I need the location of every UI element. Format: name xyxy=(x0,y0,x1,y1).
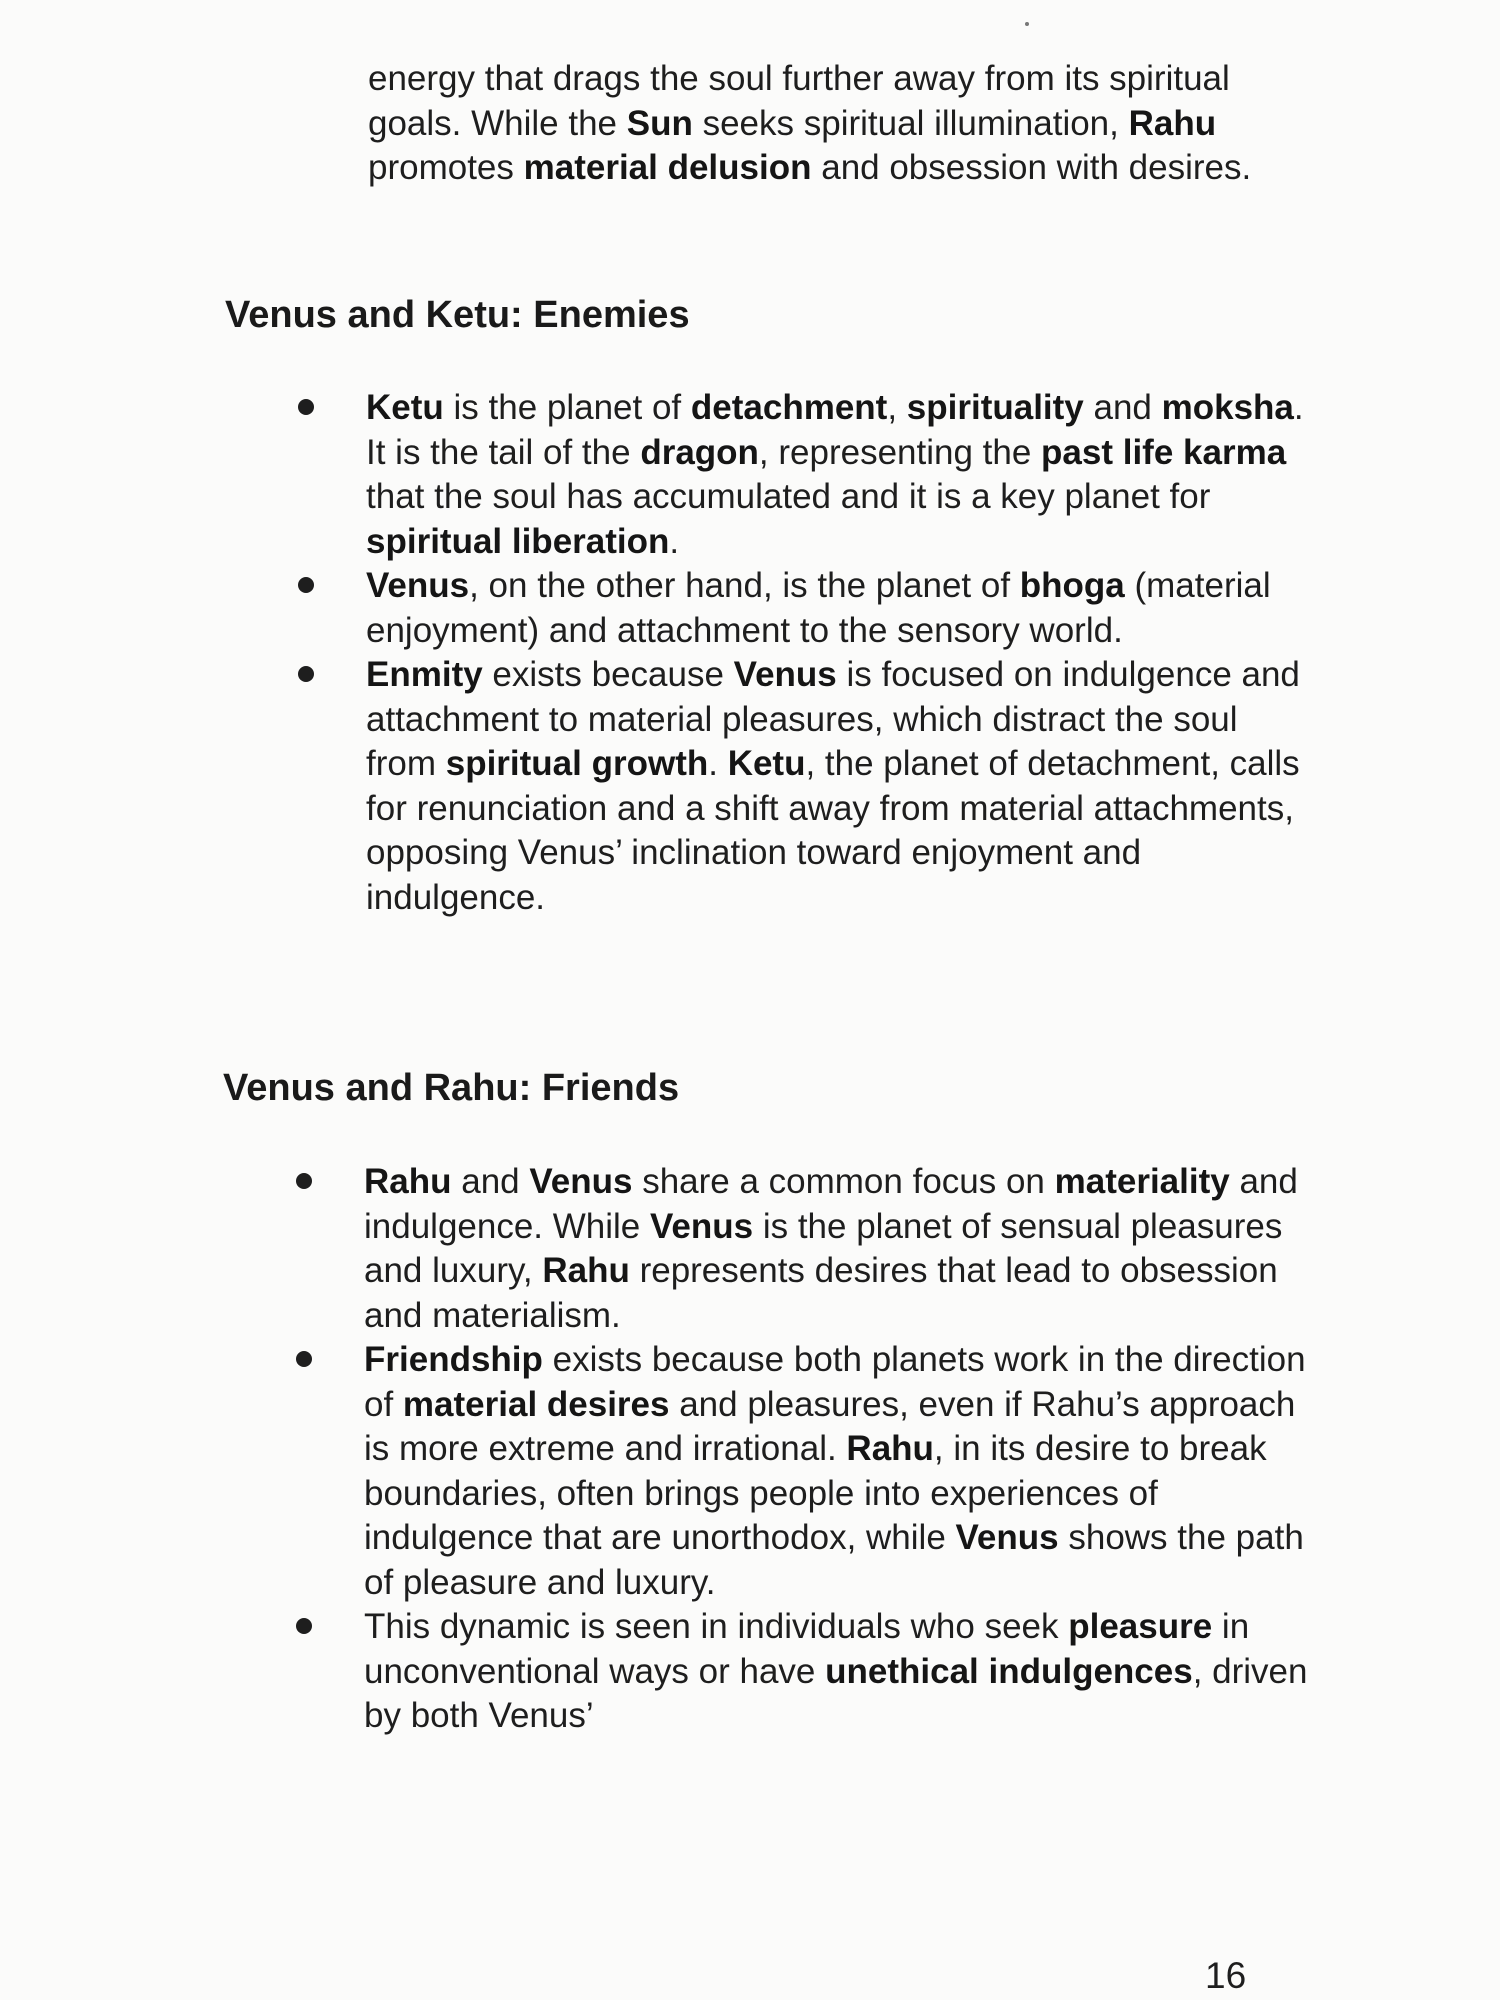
bold-term: spiritual liberation xyxy=(366,521,670,561)
list-item xyxy=(366,653,1316,920)
text-run: is focused on indulgence and attachment to material pleasures, which distract the soul from xyxy=(366,655,1300,783)
bold-term: Friendship xyxy=(364,1340,543,1379)
list-item xyxy=(364,1338,1314,1605)
bold-term: Ketu xyxy=(366,388,444,427)
text-run: . xyxy=(669,521,680,561)
bold-term: pleasure xyxy=(1068,1607,1213,1646)
bullet-list-venus-rahu xyxy=(364,1160,1314,1739)
text-run: , the planet of detachment, calls for renunciation and a shift away from material attachments, opposing Venus’ inclination toward enjoyment and indulgence. xyxy=(366,744,1300,917)
list-item xyxy=(364,1605,1314,1739)
bold-term: Rahu xyxy=(1128,103,1217,143)
bold-term: unethical indulgences xyxy=(825,1651,1193,1691)
text-run: . xyxy=(708,744,728,783)
text-run: (material enjoyment) and attachment to the sensory world. xyxy=(366,566,1271,650)
text-run: seeks spiritual illumination, xyxy=(692,103,1129,143)
text-run: , representing the xyxy=(758,432,1042,472)
text-run: and xyxy=(1083,388,1162,427)
list-item xyxy=(364,1160,1314,1338)
intro-paragraph xyxy=(368,57,1318,191)
scan-speck xyxy=(1025,22,1029,26)
bold-term: Ketu xyxy=(727,744,806,783)
text-run: energy that drags the soul further away from its spiritual goals. While the xyxy=(368,59,1230,143)
text-run: in unconventional ways or have xyxy=(364,1607,1250,1691)
bold-term: Venus xyxy=(529,1162,633,1201)
bold-term: spiritual growth xyxy=(445,744,709,783)
text-run: and pleasures, even if Rahu’s approach is more extreme and irrational. xyxy=(364,1384,1296,1468)
bold-term: Venus xyxy=(955,1518,1059,1557)
bullet-icon xyxy=(298,666,314,682)
text-run: shows the path of pleasure and luxury. xyxy=(364,1518,1304,1602)
list-item xyxy=(366,564,1316,653)
bold-term: material desires xyxy=(402,1384,670,1424)
bold-term: material delusion xyxy=(523,148,812,187)
text-run: This dynamic is seen in individuals who seek xyxy=(364,1607,1069,1646)
text-run: is the planet of sensual pleasures and luxury, xyxy=(364,1206,1283,1290)
bullet-icon xyxy=(296,1173,312,1189)
text-run: is the planet of xyxy=(443,388,691,427)
section-heading-venus-ketu: Venus and Ketu: Enemies xyxy=(225,294,690,336)
bullet-icon xyxy=(298,399,314,415)
text-run: that the soul has accumulated and it is a key planet for xyxy=(366,477,1211,516)
bold-term: spirituality xyxy=(906,388,1084,427)
bold-term: Sun xyxy=(626,103,693,143)
bullet-icon xyxy=(296,1618,312,1634)
text-run: represents desires that lead to obsession and materialism. xyxy=(364,1251,1278,1335)
text-run: and obsession with desires. xyxy=(811,148,1252,187)
text-run: promotes xyxy=(368,148,524,187)
bold-term: dragon xyxy=(640,432,759,472)
bold-term: past life karma xyxy=(1041,432,1287,472)
text-run: , xyxy=(887,388,907,427)
page-number: 16 xyxy=(1205,1955,1247,1996)
bold-term: Enmity xyxy=(366,655,483,694)
bullet-icon xyxy=(298,577,314,593)
section-heading-venus-rahu: Venus and Rahu: Friends xyxy=(223,1067,680,1109)
bold-term: bhoga xyxy=(1019,566,1125,605)
text-run: exists because xyxy=(482,655,734,694)
text-run: , in its desire to break boundaries, often brings people into experiences of indulgence that are unorthodox, while xyxy=(364,1429,1267,1557)
bold-term: Venus xyxy=(733,655,837,694)
bullet-list-venus-ketu xyxy=(366,386,1316,920)
bold-term: Rahu xyxy=(846,1429,934,1468)
text-run: and indulgence. While xyxy=(364,1162,1298,1246)
text-run: exists because both planets work in the direction of xyxy=(364,1340,1306,1424)
bold-term: detachment xyxy=(690,388,888,427)
bold-term: Rahu xyxy=(364,1162,452,1201)
bold-term: Venus xyxy=(650,1206,754,1246)
bold-term: Rahu xyxy=(542,1251,630,1290)
list-item xyxy=(366,386,1316,564)
text-run: . It is the tail of the xyxy=(366,388,1304,472)
text-run: share a common focus on xyxy=(632,1162,1055,1201)
bullet-icon xyxy=(296,1351,312,1367)
bold-term: Venus xyxy=(366,566,470,605)
bold-term: materiality xyxy=(1054,1162,1230,1201)
text-run: , driven by both Venus’ xyxy=(364,1651,1308,1735)
text-run: and xyxy=(451,1162,530,1201)
text-run: , on the other hand, is the planet of xyxy=(469,566,1020,605)
bold-term: moksha xyxy=(1161,388,1294,427)
